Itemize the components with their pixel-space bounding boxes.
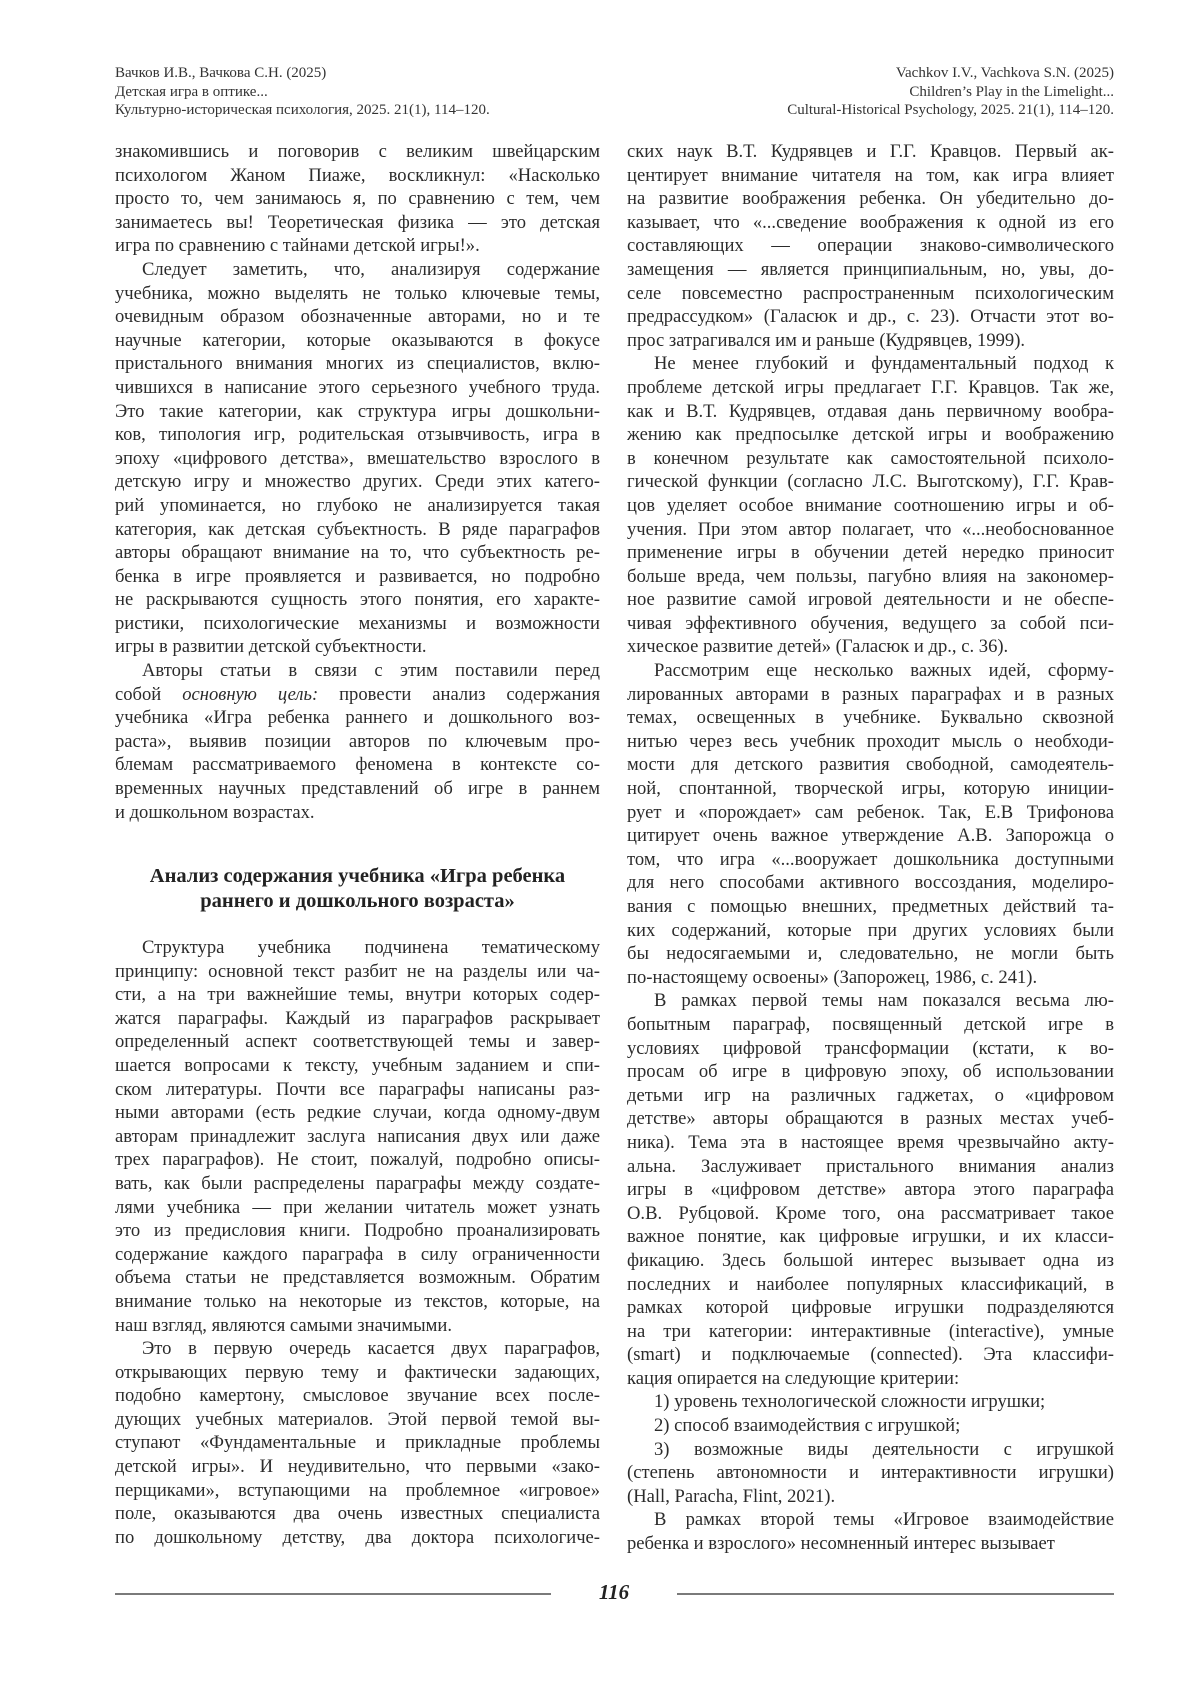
text-line: жению как предпосылке детской игры и воображению — [627, 423, 1114, 447]
text-line: трех параграфов). Не стоит, пожалуй, подробно описы- — [115, 1148, 600, 1172]
text-line: рий упоминается, но глубоко не анализируется такая — [115, 494, 600, 518]
text-line: Авторы статьи в связи с этим поставили перед — [115, 659, 600, 683]
paragraph — [115, 258, 600, 659]
text-line: 3) возможные виды деятельности с игрушкой — [627, 1438, 1114, 1462]
text-line: Это такие категории, как структура игры дошкольни- — [115, 400, 600, 424]
text-line: казывает, что «...сведение воображения к одной из его — [627, 211, 1114, 235]
text-span: провести анализ содержания — [318, 684, 600, 705]
text-line: знакомившись и поговорив с великим швейцарским — [115, 140, 600, 164]
section-heading — [115, 864, 600, 914]
text-line: детстве» авторы обращаются в разных местах учеб- — [627, 1107, 1114, 1131]
text-line: вания с помощью внешних, предметных действий та- — [627, 895, 1114, 919]
text-line: (smart) и подключаемые (connected). Эта классифи- — [627, 1343, 1114, 1367]
header-title: Детская игра в оптике... — [115, 83, 490, 102]
text-line: поле, оказываются два очень известных специалиста — [115, 1502, 600, 1526]
text-line: селе повсеместно распространенным психологическим — [627, 282, 1114, 306]
footer-rule-left — [115, 1593, 551, 1595]
header-journal: Культурно-историческая психология, 2025. 21(1), 114–120. — [115, 101, 490, 120]
text-line: Не менее глубокий и фундаментальный подход к — [627, 352, 1114, 376]
text-line: принципу: основной текст разбит не на разделы или ча- — [115, 960, 600, 984]
text-line: по дошкольному детству, два доктора психологиче- — [115, 1526, 600, 1550]
text-line: темах, освещенных в учебнике. Буквально сквозной — [627, 706, 1114, 730]
footer-rule-right — [677, 1593, 1114, 1595]
emphasis-text: основную цель: — [182, 684, 318, 705]
text-line: (Hall, Paracha, Flint, 2021). — [627, 1485, 1114, 1509]
text-line: объема статьи не представляется возможным. Обратим — [115, 1266, 600, 1290]
text-line: как и В.Т. Кудрявцев, отдавая дань первичному вообра- — [627, 400, 1114, 424]
text-line: мости для детского развития свободной, самодеятель- — [627, 753, 1114, 777]
text-line: 2) способ взаимодействия с игрушкой; — [627, 1414, 1114, 1438]
left-column-top — [115, 140, 600, 824]
text-line: бенка в игре проявляется и развивается, но подробно — [115, 565, 600, 589]
text-line: просам об игре в цифровую эпоху, об использовании — [627, 1060, 1114, 1084]
text-line: временных научных представлений об игре в раннем — [115, 777, 600, 801]
text-line: 1) уровень технологической сложности игрушки; — [627, 1390, 1114, 1414]
text-line: учебника «Игра ребенка раннего и дошкольного воз- — [115, 706, 600, 730]
text-line: альна. Заслуживает пристального внимания анализ — [627, 1155, 1114, 1179]
text-line: чившихся в написание этого серьезного учебного труда. — [115, 376, 600, 400]
text-line: рамках которой цифровые игрушки подразделяются — [627, 1296, 1114, 1320]
text-line: ристики, психологические механизмы и возможности — [115, 612, 600, 636]
text-line: раста», выявив позиции авторов по ключевым про- — [115, 730, 600, 754]
text-line: ков, типология игр, родительская отзывчивость, игра в — [115, 423, 600, 447]
text-line: ском литературы. Почти все параграфы написаны раз- — [115, 1078, 600, 1102]
text-line: Это в первую очередь касается двух параграфов, — [115, 1337, 600, 1361]
text-line: больше вреда, чем пользы, пагубно влияя на закономер- — [627, 565, 1114, 589]
text-line: ских наук В.Т. Кудрявцев и Г.Г. Кравцов. Первый ак- — [627, 140, 1114, 164]
text-line: Структура учебника подчинена тематическому — [115, 936, 600, 960]
header-title: Children’s Play in the Limelight... — [787, 83, 1114, 102]
paragraph — [115, 1337, 600, 1549]
paragraph — [627, 989, 1114, 1390]
paragraph — [627, 1438, 1114, 1509]
text-line: перщиками», вступающими на проблемное «игровое» — [115, 1479, 600, 1503]
text-line: прос затрагивался им и раньше (Кудрявцев, 1999). — [627, 329, 1114, 353]
text-line: Следует заметить, что, анализируя содержание — [115, 258, 600, 282]
paragraph — [627, 659, 1114, 989]
text-line: эпоху «цифрового детства», вмешательство взрослого в — [115, 447, 600, 471]
text-line: ника). Тема эта в настоящее время чрезвычайно акту- — [627, 1131, 1114, 1155]
text-line: фикацию. Здесь большой интерес вызывает одна из — [627, 1249, 1114, 1273]
text-line: нитью через весь учебник проходит мысль о необходи- — [627, 730, 1114, 754]
text-line: рует и «порождает» сам ребенок. Так, Е.В Трифонова — [627, 801, 1114, 825]
left-column-bottom — [115, 936, 600, 1549]
paragraph — [627, 1414, 1114, 1438]
text-line: просто то, чем занимаюсь я, по сравнению с тем, чем — [115, 187, 600, 211]
paragraph — [627, 1390, 1114, 1414]
text-line: применение игры в обучении детей нередко приносит — [627, 541, 1114, 565]
text-line: важное понятие, как цифровые игрушки, и их класси- — [627, 1225, 1114, 1249]
page-number: 116 — [594, 1580, 634, 1605]
text-line: лями учебника — при желании читатель может узнать — [115, 1196, 600, 1220]
text-line: гической функции (согласно Л.С. Выготскому), Г.Г. Крав- — [627, 470, 1114, 494]
text-line: ребенка и взрослого» несомненный интерес вызывает — [627, 1532, 1114, 1556]
text-line: пристального внимания многих из специалистов, вклю- — [115, 352, 600, 376]
text-line: ких содержаний, которые при других условиях были — [627, 919, 1114, 943]
text-line: шается вопросами к тексту, учебным заданием и спи- — [115, 1054, 600, 1078]
text-line: не раскрываются сущность этого понятия, его характе- — [115, 588, 600, 612]
paragraph — [627, 140, 1114, 352]
text-line: вать, как были распределены параграфы между создате- — [115, 1172, 600, 1196]
text-line: составляющих — операции знаково-символического — [627, 234, 1114, 258]
text-line: центирует внимание читателя на том, как игра влияет — [627, 164, 1114, 188]
text-line: проблеме детской игры предлагает Г.Г. Кравцов. Так же, — [627, 376, 1114, 400]
text-line: ной, спонтанной, творческой игры, которую иниции- — [627, 777, 1114, 801]
text-line: очевидным образом обозначенные авторами, но и те — [115, 305, 600, 329]
text-line: блемам рассматриваемого феномена в контексте со- — [115, 753, 600, 777]
text-line: чивая эффективного обучения, ведущего за собой пси- — [627, 612, 1114, 636]
text-line: условиях цифровой трансформации (кстати, к во- — [627, 1037, 1114, 1061]
paragraph — [627, 352, 1114, 659]
text-line: игра по сравнению с тайнами детской игры!». — [115, 234, 600, 258]
text-line: лированных авторами в разных параграфах и в разных — [627, 683, 1114, 707]
text-span: собой — [115, 684, 182, 705]
text-line: детскую игру и множество других. Среди этих катего- — [115, 470, 600, 494]
text-line: на развитие воображения ребенка. Он убедительно до- — [627, 187, 1114, 211]
text-line: (степень автономности и интерактивности игрушки) — [627, 1461, 1114, 1485]
text-line: В рамках первой темы нам показался весьма лю- — [627, 989, 1114, 1013]
text-line: детьми игр на различных гаджетах, о «цифровом — [627, 1084, 1114, 1108]
text-line: для него способами активного воссоздания, моделиро- — [627, 871, 1114, 895]
text-line: ными авторами (есть редкие случаи, когда одному-двум — [115, 1101, 600, 1125]
text-line: том, что игра «...вооружает дошкольника доступными — [627, 848, 1114, 872]
text-line: жатся параграфы. Каждый из параграфов раскрывает — [115, 1007, 600, 1031]
text-line: сти, а на три важнейшие темы, внутри которых содер- — [115, 983, 600, 1007]
text-line: учения. При этом автор полагает, что «...необоснованное — [627, 518, 1114, 542]
running-header-ru — [115, 64, 490, 120]
text-line — [115, 683, 600, 707]
header-authors: Вачков И.В., Вачкова С.Н. (2025) — [115, 64, 490, 83]
text-line: Рассмотрим еще несколько важных идей, сформу- — [627, 659, 1114, 683]
text-line: ступают «Фундаментальные и прикладные проблемы — [115, 1431, 600, 1455]
paragraph — [115, 659, 600, 824]
text-line: на три категории: интерактивные (interactive), умные — [627, 1320, 1114, 1344]
text-line: предрассудком» (Галасюк и др., с. 23). Отчасти этот во- — [627, 305, 1114, 329]
text-line: замещения — является принципиальным, но, увы, до- — [627, 258, 1114, 282]
text-line: научные категории, которые оказываются в фокусе — [115, 329, 600, 353]
text-line: это из предисловия книги. Подробно проанализировать — [115, 1219, 600, 1243]
header-journal: Cultural-Historical Psychology, 2025. 21(1), 114–120. — [787, 101, 1114, 120]
text-line: психологом Жаном Пиаже, воскликнул: «Насколько — [115, 164, 600, 188]
text-line: ное развитие самой игровой деятельности и не обеспе- — [627, 588, 1114, 612]
running-header-en — [787, 64, 1114, 120]
section-heading-line: Анализ содержания учебника «Игра ребенка — [115, 864, 600, 889]
text-line: цитирует очень важное утверждение А.В. Запорожца о — [627, 824, 1114, 848]
text-line: В рамках второй темы «Игровое взаимодействие — [627, 1508, 1114, 1532]
section-heading-line: раннего и дошкольного возраста» — [115, 889, 600, 914]
paragraph — [115, 140, 600, 258]
text-line: детской игры». И неудивительно, что первыми «зако- — [115, 1455, 600, 1479]
text-line: авторы обращают внимание на то, что субъектность ре- — [115, 541, 600, 565]
text-line: в конечном результате как самостоятельной психоло- — [627, 447, 1114, 471]
text-line: наш взгляд, являются самыми значимыми. — [115, 1314, 600, 1338]
right-column — [627, 140, 1114, 1556]
header-authors: Vachkov I.V., Vachkova S.N. (2025) — [787, 64, 1114, 83]
text-line: авторам принадлежит заслуга написания двух или даже — [115, 1125, 600, 1149]
text-line: бы недосягаемыми и, следовательно, не могли быть — [627, 942, 1114, 966]
paragraph — [627, 1508, 1114, 1555]
text-line: дующих учебных материалов. Этой первой темой вы- — [115, 1408, 600, 1432]
text-line: занимаетесь вы! Теоретическая физика — это детская — [115, 211, 600, 235]
text-line: игры в «цифровом детстве» автора этого параграфа — [627, 1178, 1114, 1202]
text-line: учебника, можно выделять не только ключевые темы, — [115, 282, 600, 306]
text-line: категория, как детская субъектность. В ряде параграфов — [115, 518, 600, 542]
text-line: по-настоящему освоены» (Запорожец, 1986, с. 241). — [627, 966, 1114, 990]
paragraph — [115, 936, 600, 1337]
text-line: определенный аспект соответствующей темы и завер- — [115, 1030, 600, 1054]
text-line: подобно камертону, смысловое звучание всех после- — [115, 1384, 600, 1408]
text-line: внимание только на некоторые из текстов, которые, на — [115, 1290, 600, 1314]
text-line: кация опирается на следующие критерии: — [627, 1367, 1114, 1391]
text-line: содержание каждого параграфа в силу ограниченности — [115, 1243, 600, 1267]
text-line: бопытным параграф, посвященный детской игре в — [627, 1013, 1114, 1037]
text-line: цов уделяет особое внимание соотношению игры и об- — [627, 494, 1114, 518]
text-line: и дошкольном возрастах. — [115, 801, 600, 825]
text-line: открывающих первую тему и фактически задающих, — [115, 1361, 600, 1385]
text-line: О.В. Рубцовой. Кроме того, она рассматривает такое — [627, 1202, 1114, 1226]
text-line: игры в развитии детской субъектности. — [115, 635, 600, 659]
text-line: хическое развитие детей» (Галасюк и др., с. 36). — [627, 635, 1114, 659]
text-line: последних и наиболее популярных классификаций, в — [627, 1273, 1114, 1297]
